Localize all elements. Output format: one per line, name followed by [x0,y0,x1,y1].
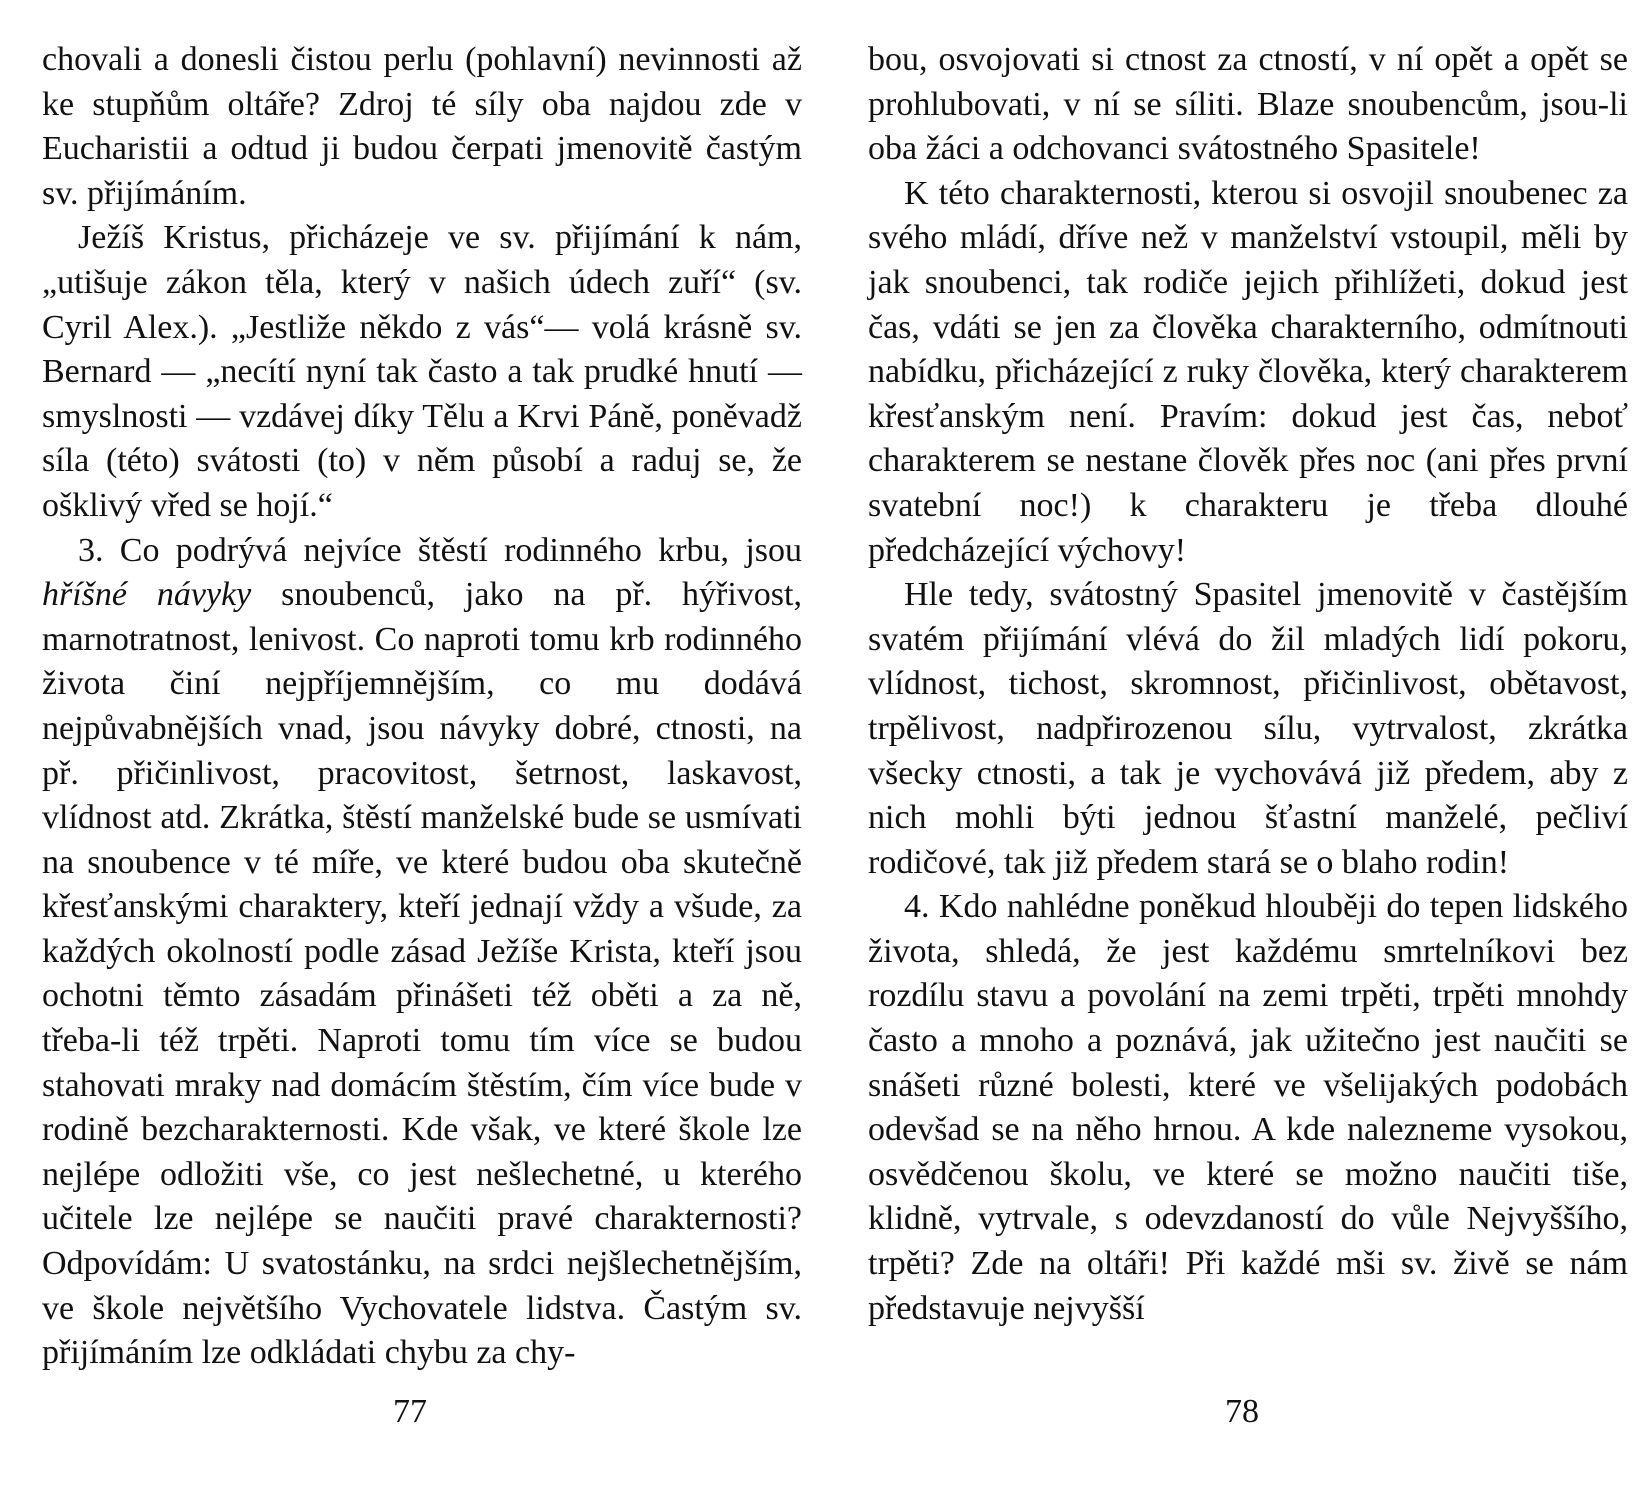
page-number-left: 77 [393,1393,427,1430]
paragraph-text-end: snoubenců, jako na př. hýřivost, marnotratnost, lenivost. Co naproti tomu krb rodinného života činí nejpříjemnějším, co mu dodává nejpůvabnějších vnad, jsou návyky dobré, ctnosti, na př. přičinlivost, pracovitost, šetrnost, laskavost, vlídnost atd. Zkrátka, štěstí manželské bude se usmívati na snoubence v té míře, ve které budou oba skutečně křesťanskými charaktery, kteří jednají vždy a všude, za každých okolností podle zásad Ježíše Krista, kteří jsou ochotni těmto zásadám přinášeti též oběti a za ně, třeba-li též trpěti. Naproti tomu tím více se budou stahovati mraky nad domácím štěstím, čím více bude v rodině bezcharakternosti. Kde však, ve které škole lze nejlépe odložiti vše, co jest nešlechetné, u kterého učitele lze nejlépe se naučiti pravé charakternosti? Odpovídám: U svatostánku, na srdci nejšlechetnějším, ve škole největšího Vychovatele lidstva. Častým sv. přijímáním lze odkládati chybu za chy- [42,576,802,1372]
page-number-right: 78 [1225,1393,1259,1430]
left-page-text [42,38,802,1376]
paragraph: chovali a donesli čistou perlu (pohlavní) nevinnosti až ke stupňům oltáře? Zdroj té síly oba najdou zde v Eucharistii a odtud ji budou čerpati jmenovitě častým sv. přijímáním. [42,41,802,212]
emphasized-phrase: hříšné návyky [42,576,252,614]
paragraph-text-start: 3. Co podrývá nejvíce štěstí rodinného krbu, jsou [78,531,802,569]
paragraph: Ježíš Kristus, přicházeje ve sv. přijímání k nám, „utišuje zákon těla, který v našich údech zuří“ (sv. Cyril Alex.). „Jestliže někdo z vás“— volá krásně sv. Bernard — „necítí nyní tak často a tak prudké hnutí — smyslnosti — vzdávej díky Tělu a Krvi Páně, poněvadž síla (této) svátosti (to) v něm působí a raduj se, že ošklivý vřed se hojí.“ [42,219,802,524]
paragraph: bou, osvojovati si ctnost za ctností, v ní opět a opět se prohlubovati, v ní se síliti. Blaze snoubencům, jsou-li oba žáci a odchovanci svátostného Spasitele! [868,41,1628,168]
right-page-text [868,38,1628,1331]
paragraph: 4. Kdo nahlédne poněkud hlouběji do tepen lidského života, shledá, že jest každému smrtelníkovi bez rozdílu stavu a povolání na zemi trpěti, trpěti mnohdy často a mnoho a poznává, jak užitečno jest naučiti se snášeti různé bolesti, které ve všelijakých podobách odevšad se na něho hrnou. A kde nalezneme vysokou, osvědčenou školu, ve které se možno naučiti tiše, klidně, vytrvale, s odevzdaností do vůle Nejvyššího, trpěti? Zde na oltáři! Při každé mši sv. živě se nám představuje nejvyšší [868,888,1628,1327]
paragraph [42,529,802,1376]
paragraph: Hle tedy, svátostný Spasitel jmenovitě v častějším svatém přijímání vlévá do žil mladých lidí pokoru, vlídnost, tichost, skromnost, přičinlivost, obětavost, trpělivost, nadpřirozenou sílu, vytrvalost, zkrátka všecky ctnosti, a tak je vychovává již předem, aby z nich mohli býti jednou šťastní manželé, pečliví rodičové, tak již předem stará se o blaho rodin! [868,576,1628,881]
left-page [42,38,802,1376]
paragraph: K této charakternosti, kterou si osvojil snoubenec za svého mládí, dříve než v manželství vstoupil, měli by jak snoubenci, tak rodiče jejich přihlížeti, dokud jest čas, vdáti se jen za člověka charakterního, odmítnouti nabídku, přicházející z ruky člověka, který charakterem křesťanským není. Pravím: dokud jest čas, neboť charakterem se nestane člověk přes noc (ani přes první svatební noc!) k charakteru je třeba dlouhé předcházející výchovy! [868,174,1628,569]
right-page [868,38,1628,1331]
